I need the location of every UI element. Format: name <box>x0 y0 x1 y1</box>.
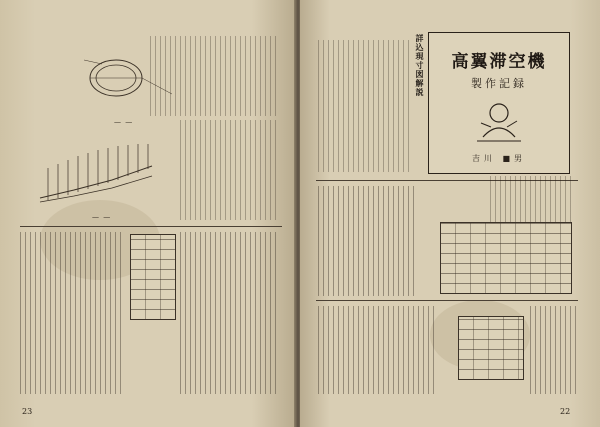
figure-2-caption-mark: — — <box>92 213 112 221</box>
text-column-block <box>180 232 280 394</box>
figure-2-frame-drawing <box>34 138 164 210</box>
material-table <box>458 316 524 380</box>
section-side-heading: 詳込現寸図解説 <box>415 34 425 97</box>
article-subtitle: 製作記録 <box>471 77 527 90</box>
page-number: 22 <box>560 407 571 416</box>
text-column-block <box>490 176 574 226</box>
text-column-block <box>180 120 278 220</box>
article-title-box <box>428 32 570 174</box>
column-divider <box>20 226 282 227</box>
text-column-block <box>318 40 410 172</box>
text-column-block <box>318 186 416 296</box>
figure-1-caption-mark: — — <box>114 118 134 126</box>
article-author: 吉川 ■男 <box>471 154 527 163</box>
text-column-block <box>530 306 576 394</box>
data-table <box>130 234 176 320</box>
column-divider <box>316 300 578 301</box>
article-title: 高翼滞空機 <box>451 52 547 72</box>
specification-table <box>440 222 572 294</box>
left-page <box>0 0 296 427</box>
page-number: 23 <box>22 407 33 416</box>
text-column-block <box>318 306 438 394</box>
author-illustration <box>473 97 525 147</box>
text-column-block <box>150 36 278 116</box>
text-column-block <box>20 232 124 394</box>
